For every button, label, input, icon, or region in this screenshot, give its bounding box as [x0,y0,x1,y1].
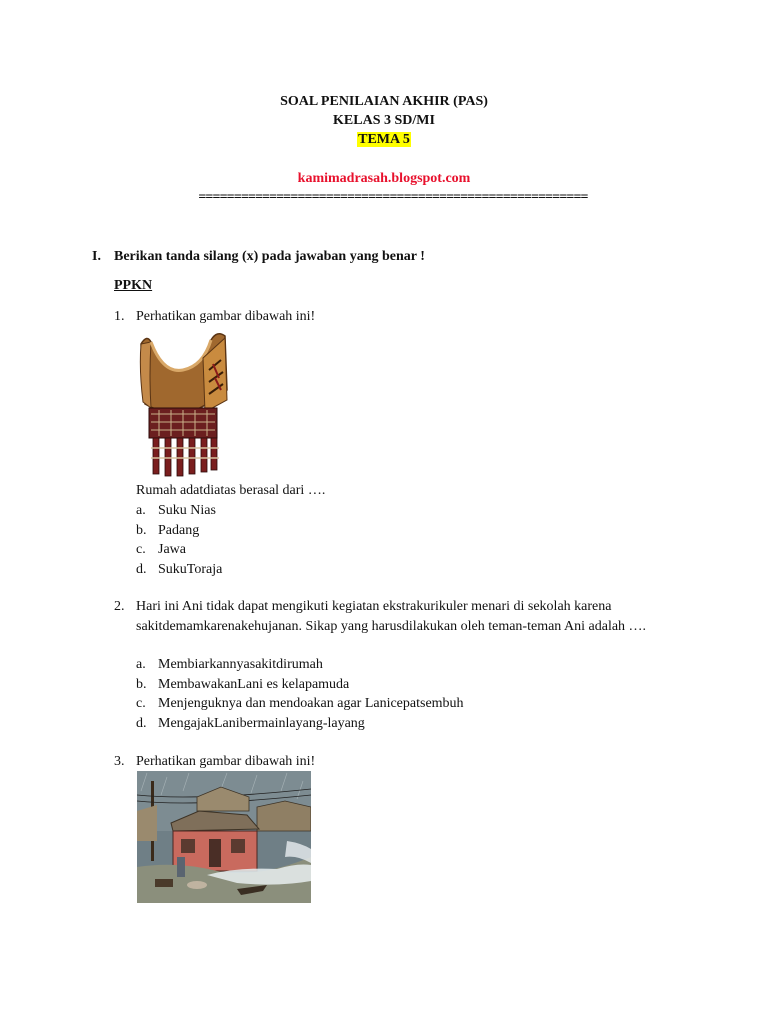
option-text: SukuToraja [158,561,223,577]
question-1-stem: Rumah adatdiatas berasal dari …. [136,483,326,498]
option-text: Menjenguknya dan mendoakan agar Lanicepatsembuh [158,696,464,711]
option-c[interactable] [136,694,464,714]
theme-label [0,132,768,148]
option-text: MembawakanLani es kelapamuda [158,676,350,692]
instruction-text: Berikan tanda silang (x) pada jawaban yang benar ! [114,249,425,264]
option-d[interactable] [136,714,464,734]
theme-highlight: TEMA 5 [358,132,410,147]
option-text: Padang [158,522,200,538]
option-b[interactable] [136,521,222,541]
question-number: 3. [114,754,125,769]
option-letter: b. [136,522,147,538]
option-a[interactable] [136,501,222,521]
section-number: I. [92,249,101,264]
tongkonan-house-image [137,330,229,478]
question-2 [114,597,654,637]
option-text: Membiarkannyasakitdirumah [158,657,323,672]
question-number: 2. [114,599,125,614]
option-text: Suku Nias [158,503,216,518]
question-text: Hari ini Ani tidak dapat mengikuti kegiatan ekstrakurikuler menari di sekolah karena sakitdemamkarenakehujanan. Sikap yang harusdilakukan oleh teman-teman Ani adalah …. [136,599,647,634]
question-1-options [136,501,222,579]
option-text: MengajakLanibermainlayang-layang [158,715,365,731]
option-d[interactable] [136,560,222,580]
flood-village-image [137,771,311,903]
option-a[interactable] [136,655,464,675]
option-letter: b. [136,676,147,692]
document-title: SOAL PENILAIAN AKHIR (PAS) [280,94,488,109]
subject-heading: PPKN [114,278,153,293]
class-label: KELAS 3 SD/MI [333,113,435,128]
option-letter: c. [136,542,146,557]
section-instruction [92,249,425,265]
question-text: Perhatikan gambar dibawah ini! [136,754,316,769]
question-number: 1. [114,309,125,324]
question-2-options [136,655,464,733]
option-letter: d. [136,715,147,731]
option-text: Jawa [158,542,186,557]
option-letter: c. [136,696,146,711]
option-letter: d. [136,561,147,577]
option-letter: a. [136,503,146,518]
option-c[interactable] [136,540,222,560]
website-link[interactable]: kamimadrasah.blogspot.com [297,171,471,186]
option-b[interactable] [136,675,464,695]
option-letter: a. [136,657,146,672]
separator-rule: ======================================================= [198,190,588,205]
question-3 [114,752,674,772]
question-1 [114,307,674,327]
question-text: Perhatikan gambar dibawah ini! [136,309,316,324]
